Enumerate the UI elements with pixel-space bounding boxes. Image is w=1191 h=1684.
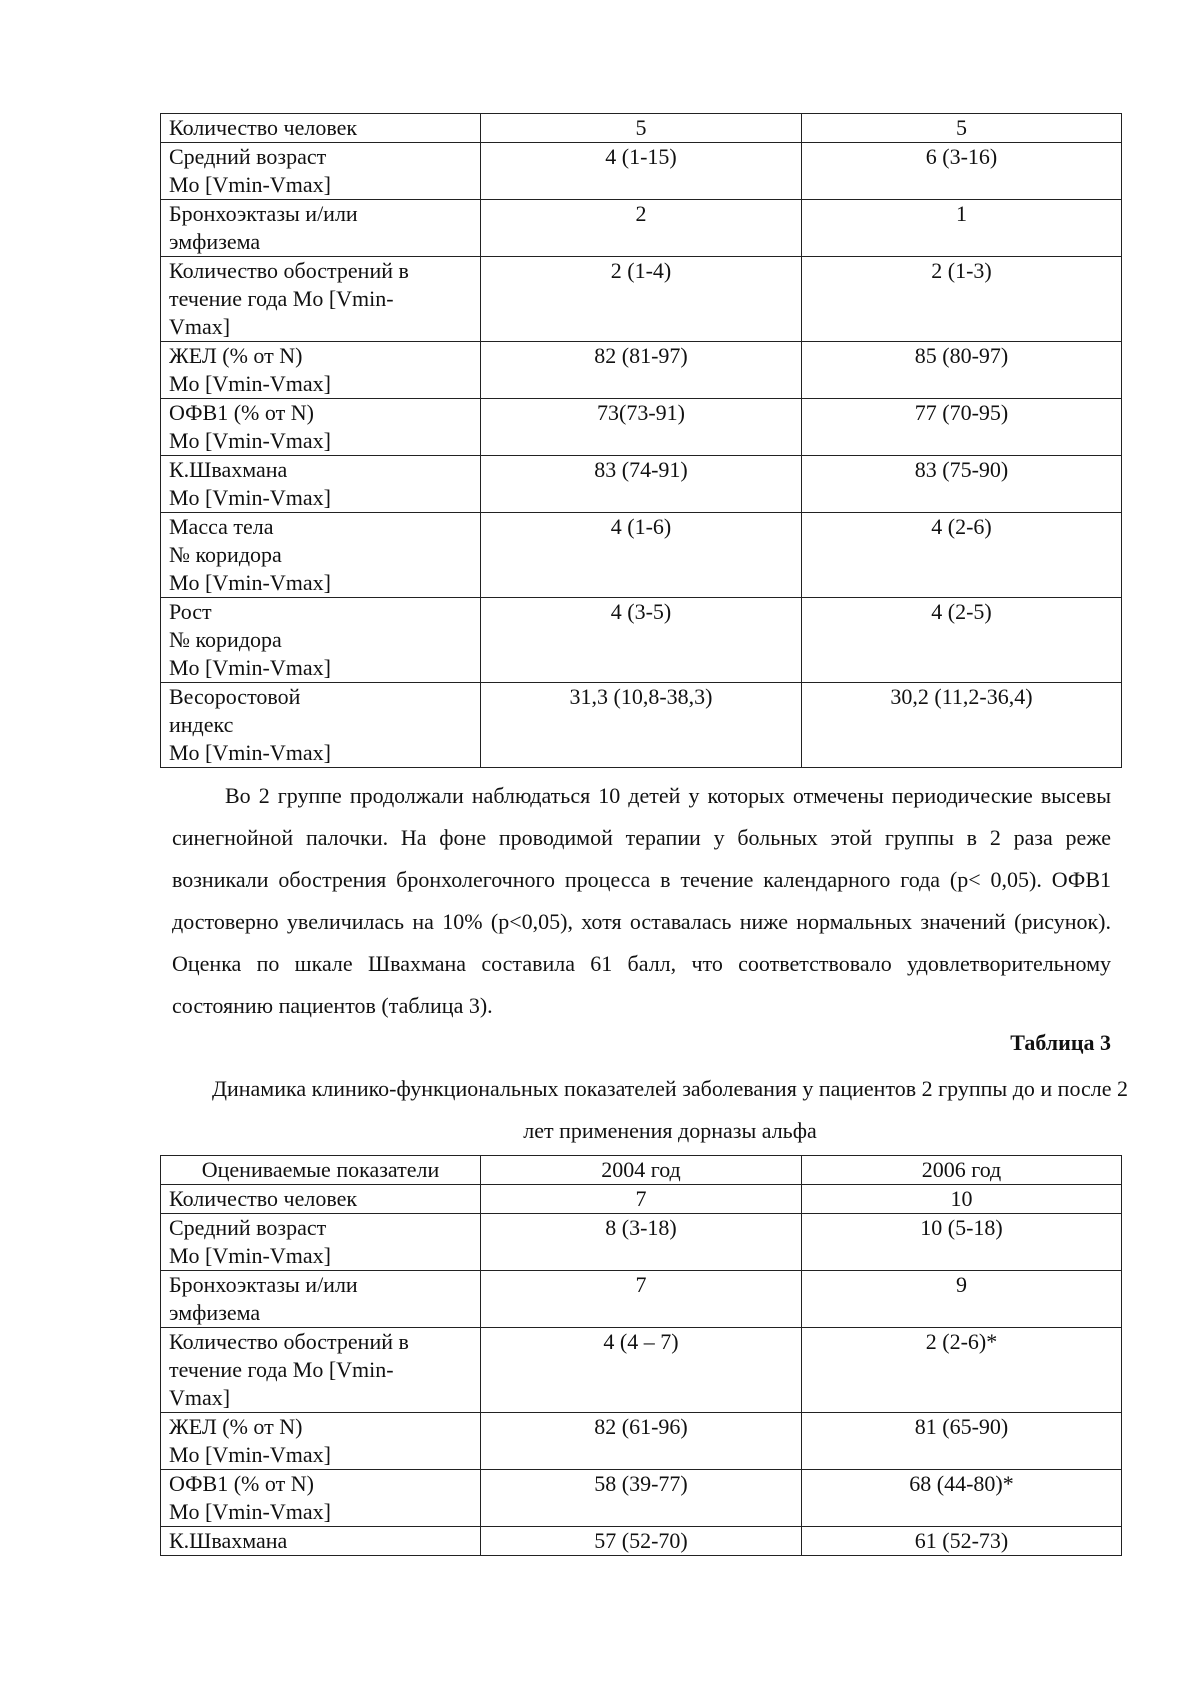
table-row [161, 200, 1122, 257]
table-row [161, 1185, 1122, 1214]
value-cell-col2 [481, 1413, 802, 1470]
row-label-cell [161, 683, 481, 768]
value-cell-col2-text: 4 (4 – 7) [603, 1329, 679, 1354]
table-row [161, 1527, 1122, 1556]
row-label-cell [161, 1470, 481, 1527]
value-cell-col2-text: 7 [635, 1272, 647, 1297]
value-cell-col2 [481, 114, 802, 143]
table-row [161, 683, 1122, 768]
value-cell-col3-text: 5 [956, 115, 967, 140]
row-label-cell [161, 1413, 481, 1470]
table-top-body [161, 114, 1122, 768]
value-cell-col2 [481, 513, 802, 598]
row-label-cell [161, 399, 481, 456]
value-cell-col3-text: 6 (3-16) [925, 144, 998, 169]
table-row [161, 513, 1122, 598]
value-cell-col2 [481, 598, 802, 683]
row-label-cell-text: Рост № коридора Mo [Vmin-Vmax] [169, 599, 331, 680]
row-label-cell-text: ЖЕЛ (% от N) Mo [Vmin-Vmax] [169, 1414, 331, 1467]
value-cell-col3-text: 10 [950, 1186, 973, 1211]
row-label-cell [161, 1214, 481, 1271]
value-cell-col2-text: 2 [635, 201, 647, 226]
value-cell-col2 [481, 456, 802, 513]
row-label-cell [161, 1527, 481, 1556]
row-label-cell [161, 1271, 481, 1328]
value-cell-col3 [802, 1470, 1122, 1527]
value-cell-col2 [481, 1271, 802, 1328]
value-cell-col2 [481, 399, 802, 456]
row-label-cell [161, 143, 481, 200]
value-cell-col3 [802, 683, 1122, 768]
value-cell-col3-text: 4 (2-5) [931, 599, 992, 624]
value-cell-col3 [802, 456, 1122, 513]
row-label-cell-text: Количество человек [169, 1186, 358, 1211]
value-cell-col2-text: 58 (39-77) [594, 1471, 688, 1496]
row-label-cell-text: ОФВ1 (% от N) Mo [Vmin-Vmax] [169, 1471, 331, 1524]
value-cell-col3 [802, 1214, 1122, 1271]
row-label-cell-text: Количество обострений в течение года Mo [Vmin- Vmax] [169, 1329, 409, 1410]
header-cell-year-2004: 2004 год [481, 1156, 802, 1185]
table-header-row [161, 1156, 1122, 1185]
table-row [161, 456, 1122, 513]
value-cell-col3 [802, 1271, 1122, 1328]
value-cell-col2-text: 7 [635, 1186, 647, 1211]
row-label-cell [161, 598, 481, 683]
value-cell-col2 [481, 342, 802, 399]
row-label-cell-text: Бронхоэктазы и/или эмфизема [169, 201, 358, 254]
value-cell-col3-text: 81 (65-90) [914, 1414, 1009, 1439]
row-label-cell [161, 342, 481, 399]
table-row [161, 342, 1122, 399]
value-cell-col3 [802, 1527, 1122, 1556]
value-cell-col3 [802, 114, 1122, 143]
row-label-cell [161, 513, 481, 598]
row-label-cell-text: Количество обострений в течение года Mo [Vmin- Vmax] [169, 258, 409, 339]
value-cell-col3 [802, 143, 1122, 200]
header-cell-indicator: Оцениваемые показатели [161, 1156, 481, 1185]
table-row [161, 114, 1122, 143]
table-row [161, 1214, 1122, 1271]
table-3 [160, 1155, 1122, 1556]
table-row [161, 598, 1122, 683]
value-cell-col2-text: 4 (3-5) [610, 599, 672, 624]
value-cell-col2-text: 5 [635, 115, 647, 140]
value-cell-col2-text: 4 (1-6) [610, 514, 672, 539]
value-cell-col3-text: 1 [956, 201, 967, 226]
value-cell-col2-text: 8 (3-18) [605, 1215, 677, 1240]
value-cell-col3-text: 83 (75-90) [914, 457, 1009, 482]
value-cell-col2-text: 57 (52-70) [594, 1528, 688, 1553]
row-label-cell-text: Масса тела № коридора Mo [Vmin-Vmax] [169, 514, 331, 595]
value-cell-col2 [481, 1470, 802, 1527]
table-row [161, 1413, 1122, 1470]
row-label-cell [161, 1185, 481, 1214]
value-cell-col3 [802, 513, 1122, 598]
row-label-cell [161, 257, 481, 342]
row-label-cell-text: Средний возраст Mo [Vmin-Vmax] [169, 1215, 331, 1268]
value-cell-col2 [481, 1185, 802, 1214]
row-label-cell [161, 456, 481, 513]
row-label-cell-text: ЖЕЛ (% от N) Mo [Vmin-Vmax] [169, 343, 331, 396]
value-cell-col3 [802, 257, 1122, 342]
value-cell-col3 [802, 598, 1122, 683]
value-cell-col2 [481, 1214, 802, 1271]
body-paragraph: Во 2 группе продолжали наблюдаться 10 детей у которых отмечены периодические высевы синегнойной палочки. На фоне проводимой терапии у больных этой группы в 2 раза реже возникали обострения бронхолегочного процесса в течение календарного года (p< 0,05). ОФВ1 достоверно увеличилась на 10% (p<0,05), хотя оставалась ниже нормальных значений (рисунок). Оценка по шкале Швахмана составила 61 балл, что соответствовало удовлетворительному состоянию пациентов (таблица 3). [172, 783, 1111, 1018]
value-cell-col3-text: 2 (1-3) [931, 258, 992, 283]
value-cell-col2-text: 83 (74-91) [594, 457, 688, 482]
table-row [161, 399, 1122, 456]
table-group-1-continued [160, 113, 1122, 768]
value-cell-col3 [802, 1328, 1122, 1413]
value-cell-col2-text: 31,3 (10,8-38,3) [569, 684, 713, 709]
table-row [161, 1328, 1122, 1413]
value-cell-col2 [481, 143, 802, 200]
value-cell-col3-text: 85 (80-97) [914, 343, 1009, 368]
row-label-cell-text: Количество человек [169, 115, 358, 140]
table-3-header [161, 1156, 1122, 1185]
row-label-cell-text: Бронхоэктазы и/или эмфизема [169, 1272, 358, 1325]
row-label-cell-text: ОФВ1 (% от N) Mo [Vmin-Vmax] [169, 400, 331, 453]
value-cell-col3 [802, 342, 1122, 399]
table-row [161, 1470, 1122, 1527]
value-cell-col3 [802, 399, 1122, 456]
table-caption: Динамика клинико-функциональных показателей заболевания у пациентов 2 группы до и после 2 лет применения дорназы альфа [211, 1076, 1129, 1143]
value-cell-col2 [481, 200, 802, 257]
row-label-cell [161, 114, 481, 143]
row-label-cell [161, 200, 481, 257]
value-cell-col2-text: 2 (1-4) [610, 258, 672, 283]
value-cell-col3-text: 30,2 (11,2-36,4) [890, 684, 1033, 709]
value-cell-col2-text: 82 (61-96) [594, 1414, 688, 1439]
value-cell-col2 [481, 257, 802, 342]
value-cell-col3 [802, 1413, 1122, 1470]
value-cell-col2-text: 73(73-91) [597, 400, 685, 425]
value-cell-col2-text: 82 (81-97) [594, 343, 688, 368]
row-label-cell-text: Весоростовой индекс Mo [Vmin-Vmax] [169, 684, 331, 765]
value-cell-col3-text: 68 (44-80)* [909, 1471, 1014, 1496]
value-cell-col2 [481, 1527, 802, 1556]
table-row [161, 1271, 1122, 1328]
value-cell-col2-text: 4 (1-15) [605, 144, 677, 169]
value-cell-col3 [802, 1185, 1122, 1214]
value-cell-col2 [481, 683, 802, 768]
row-label-cell-text: К.Швахмана [169, 1528, 288, 1553]
header-cell-year-2006: 2006 год [802, 1156, 1122, 1185]
value-cell-col3-text: 2 (2-6)* [925, 1329, 998, 1354]
value-cell-col2 [481, 1328, 802, 1413]
table-row [161, 257, 1122, 342]
row-label-cell [161, 1328, 481, 1413]
value-cell-col3-text: 9 [956, 1272, 967, 1297]
table-number-label: Таблица 3 [1010, 1030, 1111, 1055]
value-cell-col3 [802, 200, 1122, 257]
value-cell-col3-text: 10 (5-18) [920, 1215, 1003, 1240]
value-cell-col3-text: 77 (70-95) [914, 400, 1009, 425]
table-bottom-body [161, 1185, 1122, 1556]
table-row [161, 143, 1122, 200]
value-cell-col3-text: 61 (52-73) [914, 1528, 1009, 1553]
value-cell-col3-text: 4 (2-6) [931, 514, 992, 539]
row-label-cell-text: Средний возраст Mo [Vmin-Vmax] [169, 144, 331, 197]
row-label-cell-text: К.Швахмана Mo [Vmin-Vmax] [169, 457, 331, 510]
